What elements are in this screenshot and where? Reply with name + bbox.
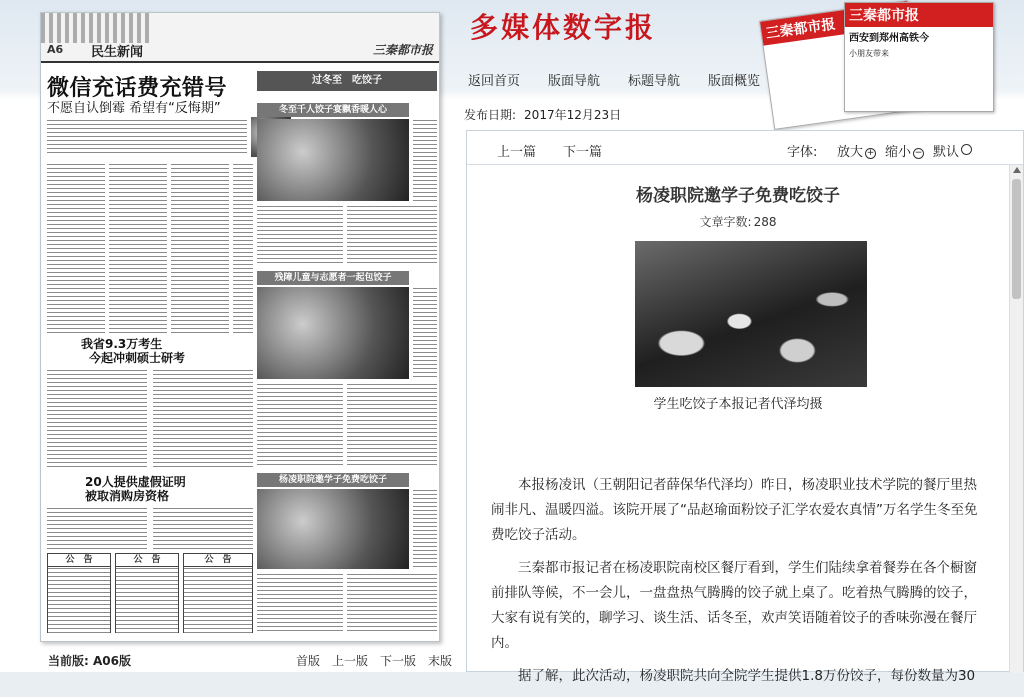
newspaper-lead-text	[47, 119, 247, 155]
stack-sheet	[844, 2, 994, 112]
newspaper-notice	[115, 553, 179, 633]
newspaper-text-column	[47, 369, 147, 469]
newspaper-bottom-headline-2: 被取消购房资格	[85, 489, 170, 503]
publish-date-label: 发布日期:	[464, 108, 517, 122]
newspaper-stack-banner	[760, 0, 1024, 90]
stack-subheadline: 小朋友带来	[849, 49, 889, 58]
scrollbar-thumb[interactable]	[1012, 179, 1021, 299]
prev-page-link[interactable]: 上一版	[332, 654, 369, 668]
notice-title: 公 告	[184, 554, 252, 567]
current-edition-value: A06版	[93, 654, 131, 668]
first-page-link[interactable]: 首版	[296, 654, 321, 668]
notice-title: 公 告	[116, 554, 178, 567]
newspaper-mid-headline-1[interactable]: 我省9.3万考生	[81, 337, 163, 351]
newspaper-masthead: 三秦都市报	[372, 43, 433, 57]
nav-title-navigation[interactable]: 标题导航	[628, 74, 681, 89]
next-page-link[interactable]: 下一版	[380, 654, 417, 668]
stack-logo: 三秦都市报	[760, 1, 910, 45]
notice-title: 公 告	[48, 554, 110, 567]
newspaper-text-column	[347, 573, 437, 633]
current-edition	[48, 652, 131, 669]
page-navigation	[296, 652, 464, 669]
prev-article-link[interactable]: 上一篇	[497, 145, 537, 160]
article-photo-caption: 学生吃饺子本报记者代泽均摄	[653, 397, 823, 412]
top-nav	[460, 66, 780, 92]
newspaper-text-column	[47, 163, 105, 333]
article-title: 杨凌职院邀学子免费吃饺子	[636, 186, 840, 206]
newspaper-text-column	[413, 489, 437, 569]
word-count-label: 文章字数:	[699, 215, 752, 229]
newspaper-text-column	[413, 119, 437, 201]
newspaper-text-column	[413, 287, 437, 379]
newspaper-page[interactable]	[40, 12, 440, 642]
notice-text	[184, 567, 252, 633]
current-edition-label: 当前版:	[48, 654, 89, 668]
newspaper-subheadline: 不愿自认倒霉 希望有“反悔期”	[47, 101, 221, 116]
default-size-label: 默认	[933, 145, 960, 160]
zoom-out-button[interactable]	[885, 141, 924, 160]
newspaper-text-column	[171, 163, 229, 333]
article-toolbar	[467, 131, 1023, 165]
newspaper-story-2-photo[interactable]	[257, 287, 409, 379]
newspaper-story-2-title[interactable]: 残障儿童与志愿者一起包饺子	[257, 271, 409, 285]
word-count-value: 288	[753, 215, 777, 229]
article-panel	[466, 130, 1024, 684]
publish-date	[464, 106, 621, 123]
article-scrollbar[interactable]	[1009, 165, 1023, 673]
newspaper-headline[interactable]: 微信充话费充错号	[47, 76, 228, 101]
zoom-in-label: 放大	[837, 145, 864, 160]
newspaper-text-column	[109, 163, 167, 333]
stack-logo: 三秦都市报	[845, 3, 993, 27]
nav-page-navigation[interactable]: 版面导航	[548, 74, 601, 89]
newspaper-bottom-headline-1[interactable]: 20人提供虚假证明	[85, 475, 186, 489]
site-title: 多媒体数字报	[470, 11, 657, 44]
newspaper-notice	[183, 553, 253, 633]
newspaper-page-number: A6	[47, 43, 64, 56]
newspaper-notice	[47, 553, 111, 633]
newspaper-text-column	[347, 205, 437, 265]
nav-home[interactable]: 返回首页	[468, 74, 521, 89]
last-page-link[interactable]: 末版	[428, 654, 453, 668]
newspaper-text-column	[257, 205, 343, 265]
newspaper-header	[41, 13, 439, 63]
newspaper-text-column	[257, 573, 343, 633]
newspaper-text-column	[257, 383, 343, 467]
newspaper-column-banner: 过冬至 吃饺子	[257, 71, 437, 91]
zoom-out-label: 缩小	[885, 145, 912, 160]
newspaper-text-column	[153, 369, 253, 469]
minus-circle-icon: −	[914, 148, 923, 158]
zoom-in-button[interactable]	[837, 141, 876, 160]
newspaper-text-column	[347, 383, 437, 467]
article-body	[491, 473, 987, 697]
newspaper-story-3-title[interactable]: 杨凌职院邀学子免费吃饺子	[257, 473, 409, 487]
circle-icon	[961, 144, 972, 155]
font-size-label: 字体:	[787, 145, 818, 160]
plus-circle-icon: +	[866, 148, 875, 158]
article-word-count	[467, 213, 1009, 230]
article-paragraph: 本报杨凌讯（王朝阳记者薛保华代泽均）昨日，杨凌职业技术学院的餐厅里热闹非凡、温暖四溢。该院开展了“品赵瑜面粉饺子汇学农爱农真情”万名学生冬至免费吃饺子活动。	[491, 477, 978, 543]
newspaper-section: 民生新闻	[91, 45, 144, 60]
newspaper-text-column	[233, 163, 253, 333]
publish-date-value: 2017年12月23日	[524, 108, 622, 122]
nav-page-overview[interactable]: 版面概览	[708, 74, 761, 89]
notice-text	[116, 567, 178, 633]
newspaper-story-1-title[interactable]: 冬至千人饺子宴飘香暖人心	[257, 103, 409, 117]
article-paragraph: 三秦都市报记者在杨凌职院南校区餐厅看到，学生们陆续拿着餐券在各个橱窗前排队等候，不一会儿，一盘盘热气腾腾的饺子就上桌了。吃着热气腾腾的饺子，大家有说有笑的，聊学习、谈生活、话冬至，欢声笑语随着饺子的香味弥漫在餐厅内。	[491, 560, 977, 651]
newspaper-text-column	[47, 507, 147, 551]
article-photo[interactable]	[635, 241, 867, 387]
newspaper-text-column	[153, 507, 253, 551]
masthead-decoration	[41, 13, 151, 43]
article-paragraph: 据了解，此次活动，杨凌职院共向全院学生提供1.8万份饺子，每份数量为30	[518, 668, 976, 684]
default-size-button[interactable]	[933, 141, 972, 160]
notice-text	[48, 567, 110, 633]
scroll-up-arrow-icon[interactable]	[1013, 167, 1021, 173]
newspaper-story-1-photo[interactable]	[257, 119, 409, 201]
newspaper-story-3-photo[interactable]	[257, 489, 409, 569]
newspaper-mid-headline-2: 今起冲刺硕士研考	[89, 351, 186, 365]
stack-headline: 西安到郑州高铁今	[849, 33, 929, 44]
next-article-link[interactable]: 下一篇	[563, 145, 603, 160]
